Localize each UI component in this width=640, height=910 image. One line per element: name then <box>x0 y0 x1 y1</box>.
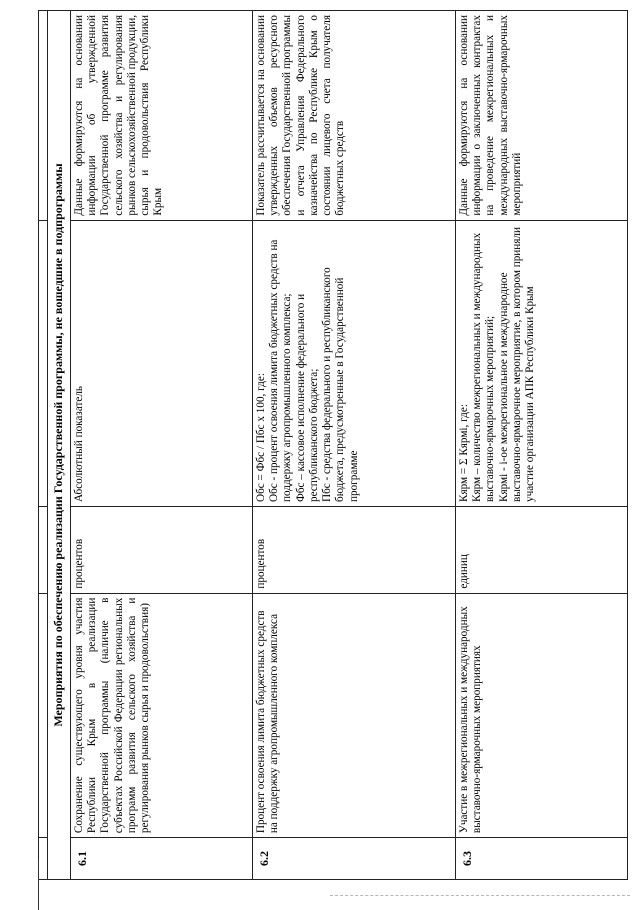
method-line: Кярм – количество межрегиональных и международных выставочно-ярмарочных мероприятий; <box>471 232 497 502</box>
scan-margin-line <box>38 860 39 910</box>
method-line: Фбс – кассовое исполнение федерального и республиканского бюджета; <box>294 293 320 502</box>
table-row <box>71 11 253 880</box>
header-cell <box>39 220 48 506</box>
table-header-strip <box>39 11 48 880</box>
data-source: Данные формируются на основании информации о заключенных контрактах на проведение межрегиональных и международных выставочно-ярмарочных мероприятий <box>456 11 628 221</box>
row-number: 6.1 <box>71 838 253 880</box>
table-row <box>253 11 456 880</box>
method-line: Обс = Фбс / Пбс х 100, где: <box>255 373 267 502</box>
method-line: Пбс - средства федерального и республиканского бюджета, предусмотренные в Государственной программе <box>321 267 360 502</box>
header-cell <box>39 838 48 880</box>
rotated-table-container <box>38 10 633 880</box>
data-source: Показатель рассчитывается на основании утвержденных объемов ресурсного обеспечения Государственной программы и отчета Управления Федерального казначейства по Республике Крым о состоянии лицевого счета получателя бюджетных средств <box>253 11 456 221</box>
indicator-table <box>38 10 628 880</box>
method-line: Обс - процент освоения лимита бюджетных средств на поддержку агропромышленного комплекса; <box>268 239 294 502</box>
calculation-method <box>253 220 456 506</box>
unit-of-measure: единиц <box>456 507 628 594</box>
indicator-name: Процент освоения лимита бюджетных средств на поддержку агропромышленного комплекса <box>253 593 456 837</box>
section-row <box>48 11 71 880</box>
section-title: Мероприятия по обеспечению реализации Государственной программы, не вошедшие в подпрограммы <box>48 11 71 880</box>
data-source: Данные формируются на основании информации об утвержденной Государственной программе развития сельского хозяйства и регулирования рынков сельскохозяйственной продукции, сырья и продовольствия Республики Крым <box>71 11 253 221</box>
indicator-name: Сохранение существующего уровня участия Республики Крым в реализации Государственной программы (наличие в субъектах Российской Федерации региональных программ развития сельского хозяйства и регулирования рынков сырья и продовольствия) <box>71 593 253 837</box>
calculation-method <box>71 220 253 506</box>
header-cell <box>39 507 48 594</box>
indicator-name: Участие в межрегиональных и международных выставочно-ярмарочных мероприятиях <box>456 593 628 837</box>
method-line: Кярмi - i-ое межрегиональное и международное выставочно-ярмарочное мероприятие, в котором приняли участие организации АПК Республики Крым <box>497 227 537 502</box>
calculation-method <box>456 220 628 506</box>
header-cell <box>39 11 48 221</box>
scan-footer-mark <box>330 893 630 896</box>
table-row <box>456 11 628 880</box>
row-number: 6.3 <box>456 838 628 880</box>
unit-of-measure: процентов <box>71 507 253 594</box>
row-number: 6.2 <box>253 838 456 880</box>
method-line: Абсолютный показатель <box>73 385 85 502</box>
unit-of-measure: процентов <box>253 507 456 594</box>
header-cell <box>39 593 48 837</box>
method-line: Кярм = Σ Кярмi, где: <box>458 404 470 502</box>
